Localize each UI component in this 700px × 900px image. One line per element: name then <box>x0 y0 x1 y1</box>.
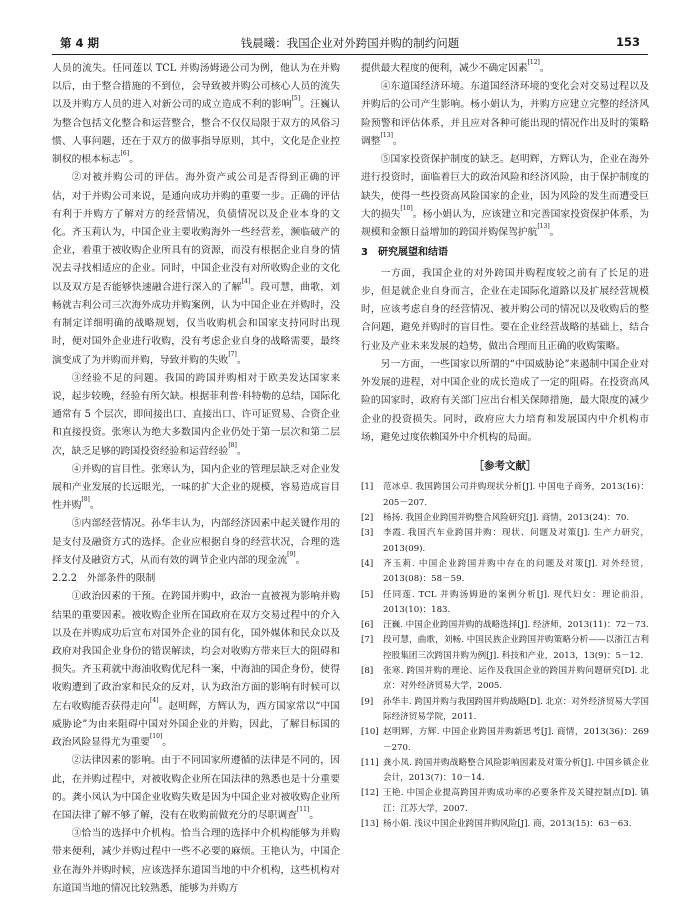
citation: [13] <box>537 222 550 230</box>
left-column <box>52 60 340 898</box>
citation: [12] <box>527 59 540 66</box>
reference-item: [2] 杨扬. 我国企业跨国并购整合风险研究[J]. 商情，2013(24)：70. <box>361 513 630 524</box>
citation: [4] <box>150 696 159 704</box>
page-number: 153 <box>615 35 640 49</box>
reference-item: [13] 杨小娟. 浅议中国企业跨国并购风险[J]. 商，2013(15)：63－63. <box>361 819 632 830</box>
paragraph: 人员的流失。任同莲以 TCL 并购汤姆逊公司为例，他认为在并购以后，由于整合措施的不到位，会导致被并购公司核心人员的流失以及并购方人员的进入对新公司的成立造成不利的影响[5]。汪巍认为整合包括文化整合和运营整合，整合不仅仅局限于双方的风俗习惯、人事问题，还在于双方的做事指导原则，其中，文化是企业控制权的根本标志[6]。 <box>52 63 341 166</box>
reference-item: [3] 李霞. 我国汽车业跨国并购：现状、问题及对策[J]. 生产力研究，2013(09). <box>361 528 649 554</box>
citation: [10] <box>149 733 163 741</box>
citation: [7] <box>228 350 237 358</box>
paragraph: ⑤内部经营情况。孙华丰认为，内部经济因素中起关键作用的是支付及融资方式的选择。企业应根据自身的经营状况，合理的选择支付及融资方式，从而有效的调节企业内部的现金流[9]。 <box>52 518 340 566</box>
citation: [10] <box>400 204 413 212</box>
references-list <box>361 480 649 832</box>
right-column <box>361 60 649 832</box>
citation: [13] <box>380 131 393 139</box>
references-title: ［参考文献］ <box>473 459 537 472</box>
reference-item: [4] 齐玉莉. 中国企业跨国并购中存在的问题及对策[J]. 对外经贸，2013(08)：58－59. <box>361 558 649 585</box>
reference-item: [9] 孙华丰. 跨国并购与我国跨国并购战略[D]. 北京：对外经济贸易大学国际经济贸易学院，2011. <box>361 696 649 722</box>
reference-item: [1] 范冰卓. 我国跨国公司并购现状分析[J]. 中国电子商务，2013(16)：205－207. <box>361 482 649 508</box>
citation: [8] <box>81 496 90 504</box>
citation: [8] <box>228 441 237 449</box>
reference-item: [12] 王艳. 中国企业提高跨国并购成功率的必要条件及关键控制点[D]. 镇江：江苏大学，2007. <box>361 788 649 814</box>
subsection-heading: 2.2.2 外部条件的限制 <box>52 573 156 585</box>
running-header <box>52 32 648 55</box>
reference-item: [10] 赵明辉，方辉. 中国企业跨国并购新思考[J]. 商情，2013(36)：269－270. <box>361 727 649 753</box>
reference-item: [8] 张寒. 跨国并购的理论、运作及我国企业的跨国并购问题研究[D]. 北京：对外经济贸易大学，2005. <box>361 666 649 692</box>
citation: [6] <box>120 150 130 158</box>
reference-item: [6] 汪巍. 中国企业跨国并购的战略选择[J]. 经济师，2013(11)：72－73. <box>361 620 649 631</box>
paragraph: 另一方面，一些国家以所谓的“中国威胁论”来遏制中国企业对外发展的进程，对中国企业的成长造成了一定的阻碍。在投资高风险的国家时，政府有关部门应出台相关保障措施，最大限度的减少企业的投资损失。同时，政府应大力培育和发展国内中介机构市场，避免过度依赖国外中介机构的局面。 <box>361 358 649 443</box>
citation: [4] <box>241 277 251 285</box>
paragraph: 提供最大程度的便利，减少不确定因素[12]。 <box>361 59 550 74</box>
citation: [5] <box>291 95 301 103</box>
paragraph: ⑤国家投资保护制度的缺乏。赵明辉，方辉认为，企业在海外进行投资时，面临着巨大的政治风险和经济风险，由于保护制度的缺失，使得一些投资高风险国家的企业，因为风险的发生而遭受巨大的损失[10]。杨小娟认为，应该建立和完善国家投资保护体系，为规模和金额日益增加的跨国并购保驾护航[13]。 <box>361 154 650 238</box>
paragraph: 一方面，我国企业的对外跨国并购程度较之前有了长足的进步，但是就企业自身而言，企业在走国际化道路以及扩展经营规模时，应该考虑自身的经营情况、被并购公司的情况以及收购后的整合问题，避免并购时的盲目性。要在企业经营战略的基础上，结合行业及产业未来发展的趋势，做出合理而且正确的收购策略。 <box>361 267 649 352</box>
paragraph: ②法律因素的影响。由于不同国家所遵循的法律是不同的，因此，在并购过程中，对被收购企业所在国法律的熟悉也是十分重要的。龚小凤认为中国企业收购失败是因为中国企业对被收购企业所在国法律了解不够了解，没有在收购前做充分的尽职调查[11]。 <box>52 755 340 821</box>
section-heading: 3 研究展望和结语 <box>361 247 448 259</box>
citation: [9] <box>287 550 296 558</box>
paragraph: ①政治因素的干预。在跨国并购中，政治一直被视为影响并购结果的重要因素。被收购企业所在国政府在双方交易过程中的介入以及在并购成功后宣布对国外企业的国有化，国外媒体和民众以及政府对我国企业身份的错误解读，均会对收购方带来巨大的阻碍和损失。齐玉莉就中海油收购优尼科一案，中海油的国企身份，使得收购遭到了政治家和民众的反对，认为政治方面的影响有时候可以左右收购能否获得走向[4]。赵明辉，方辉认为，西方国家常以“中国威胁论”为由来阻碍中国对外国企业的并购，因此，了解目标国的政治风险显得尤为重要[10]。 <box>52 591 340 749</box>
paragraph: ④东道国经济环境。东道国经济环境的变化会对交易过程以及并购后的公司产生影响。杨小娟认为，并购方应建立完整的经济风险预警和评估体系，并且应对各种可能出现的情况作出及时的策略调整[13]。 <box>361 81 649 147</box>
reference-item: [11] 龚小凤. 跨国并购战略整合风险影响因素及对策分析[J]. 中国乡镇企业会计，2013(7)：10－14. <box>361 757 649 784</box>
paragraph: ④并购的盲目性。张寒认为，国内企业的管理层缺乏对企业发展和产业发展的长远眼光，一味的扩大企业的规模，容易造成盲目性并购[8]。 <box>52 463 340 512</box>
reference-item: [5] 任同莲. TCL 并购汤姆逊的案例分析[J]. 现代妇女：理论前沿，2013(10)：183. <box>361 589 649 615</box>
paragraph: ②对被并购公司的评估。海外资产或公司是否得到正确的评估，对于并购公司来说，是通向成功并购的重要一步。正确的评估有利于并购方了解对方的经营情况，负债情况以及企业本身的文化。齐玉莉认为，中国企业主要收购海外一些经营差，濒临破产的企业，着重于被收购企业所具有的资源，而没有根据企业自身的情况去寻找相适应的企业。同时，中国企业没有对所收购企业的文化以及双方是否能够快速融合进行深入的了解[4]。段可慧，曲歌，刘畅就吉利公司三次海外成功并购案例，认为中国企业在并购时，没有制定详细明确的战略规划，仅当收购机会和国家支持同时出现时，便对国外企业进行收购，没有考虑企业自身的战略需要，最终演变成了为并购而并购，导致并购的失败[7]。 <box>52 172 341 366</box>
paragraph: ③恰当的选择中介机构。恰当合理的选择中介机构能够为并购带来便利，减少并购过程中一些不必要的麻烦。王艳认为，中国企业在海外并购时候，应该选择东道国当地的中介机构，这些机构对东道国当地的情况比较熟悉，能够为并购方 <box>52 828 340 894</box>
paragraph: ③经验不足的问题。我国的跨国并购相对于欧美发达国家来说，起步较晚，经验有所欠缺。根据菲利普·科特勒的总结，国际化通常有 5 个层次，即间接出口、直接出口、许可证贸易、合资企业和直接投资。张寒认为绝大多数国内企业仍处于第一层次和第二层次，缺乏足够的跨国投资经验和运营经验[8]。 <box>52 372 340 457</box>
citation: [11] <box>296 805 310 813</box>
reference-item: [7] 段可慧，曲歌，刘畅. 中国民族企业跨国并购策略分析——以浙江吉利控股集团三次跨国并购为例[J]. 科技和产业，2013，13(9)：5－12. <box>361 635 649 661</box>
issue-number: 第 4 期 <box>60 36 100 50</box>
running-title: 钱晨曦：我国企业对外跨国并购的制约问题 <box>240 36 460 50</box>
